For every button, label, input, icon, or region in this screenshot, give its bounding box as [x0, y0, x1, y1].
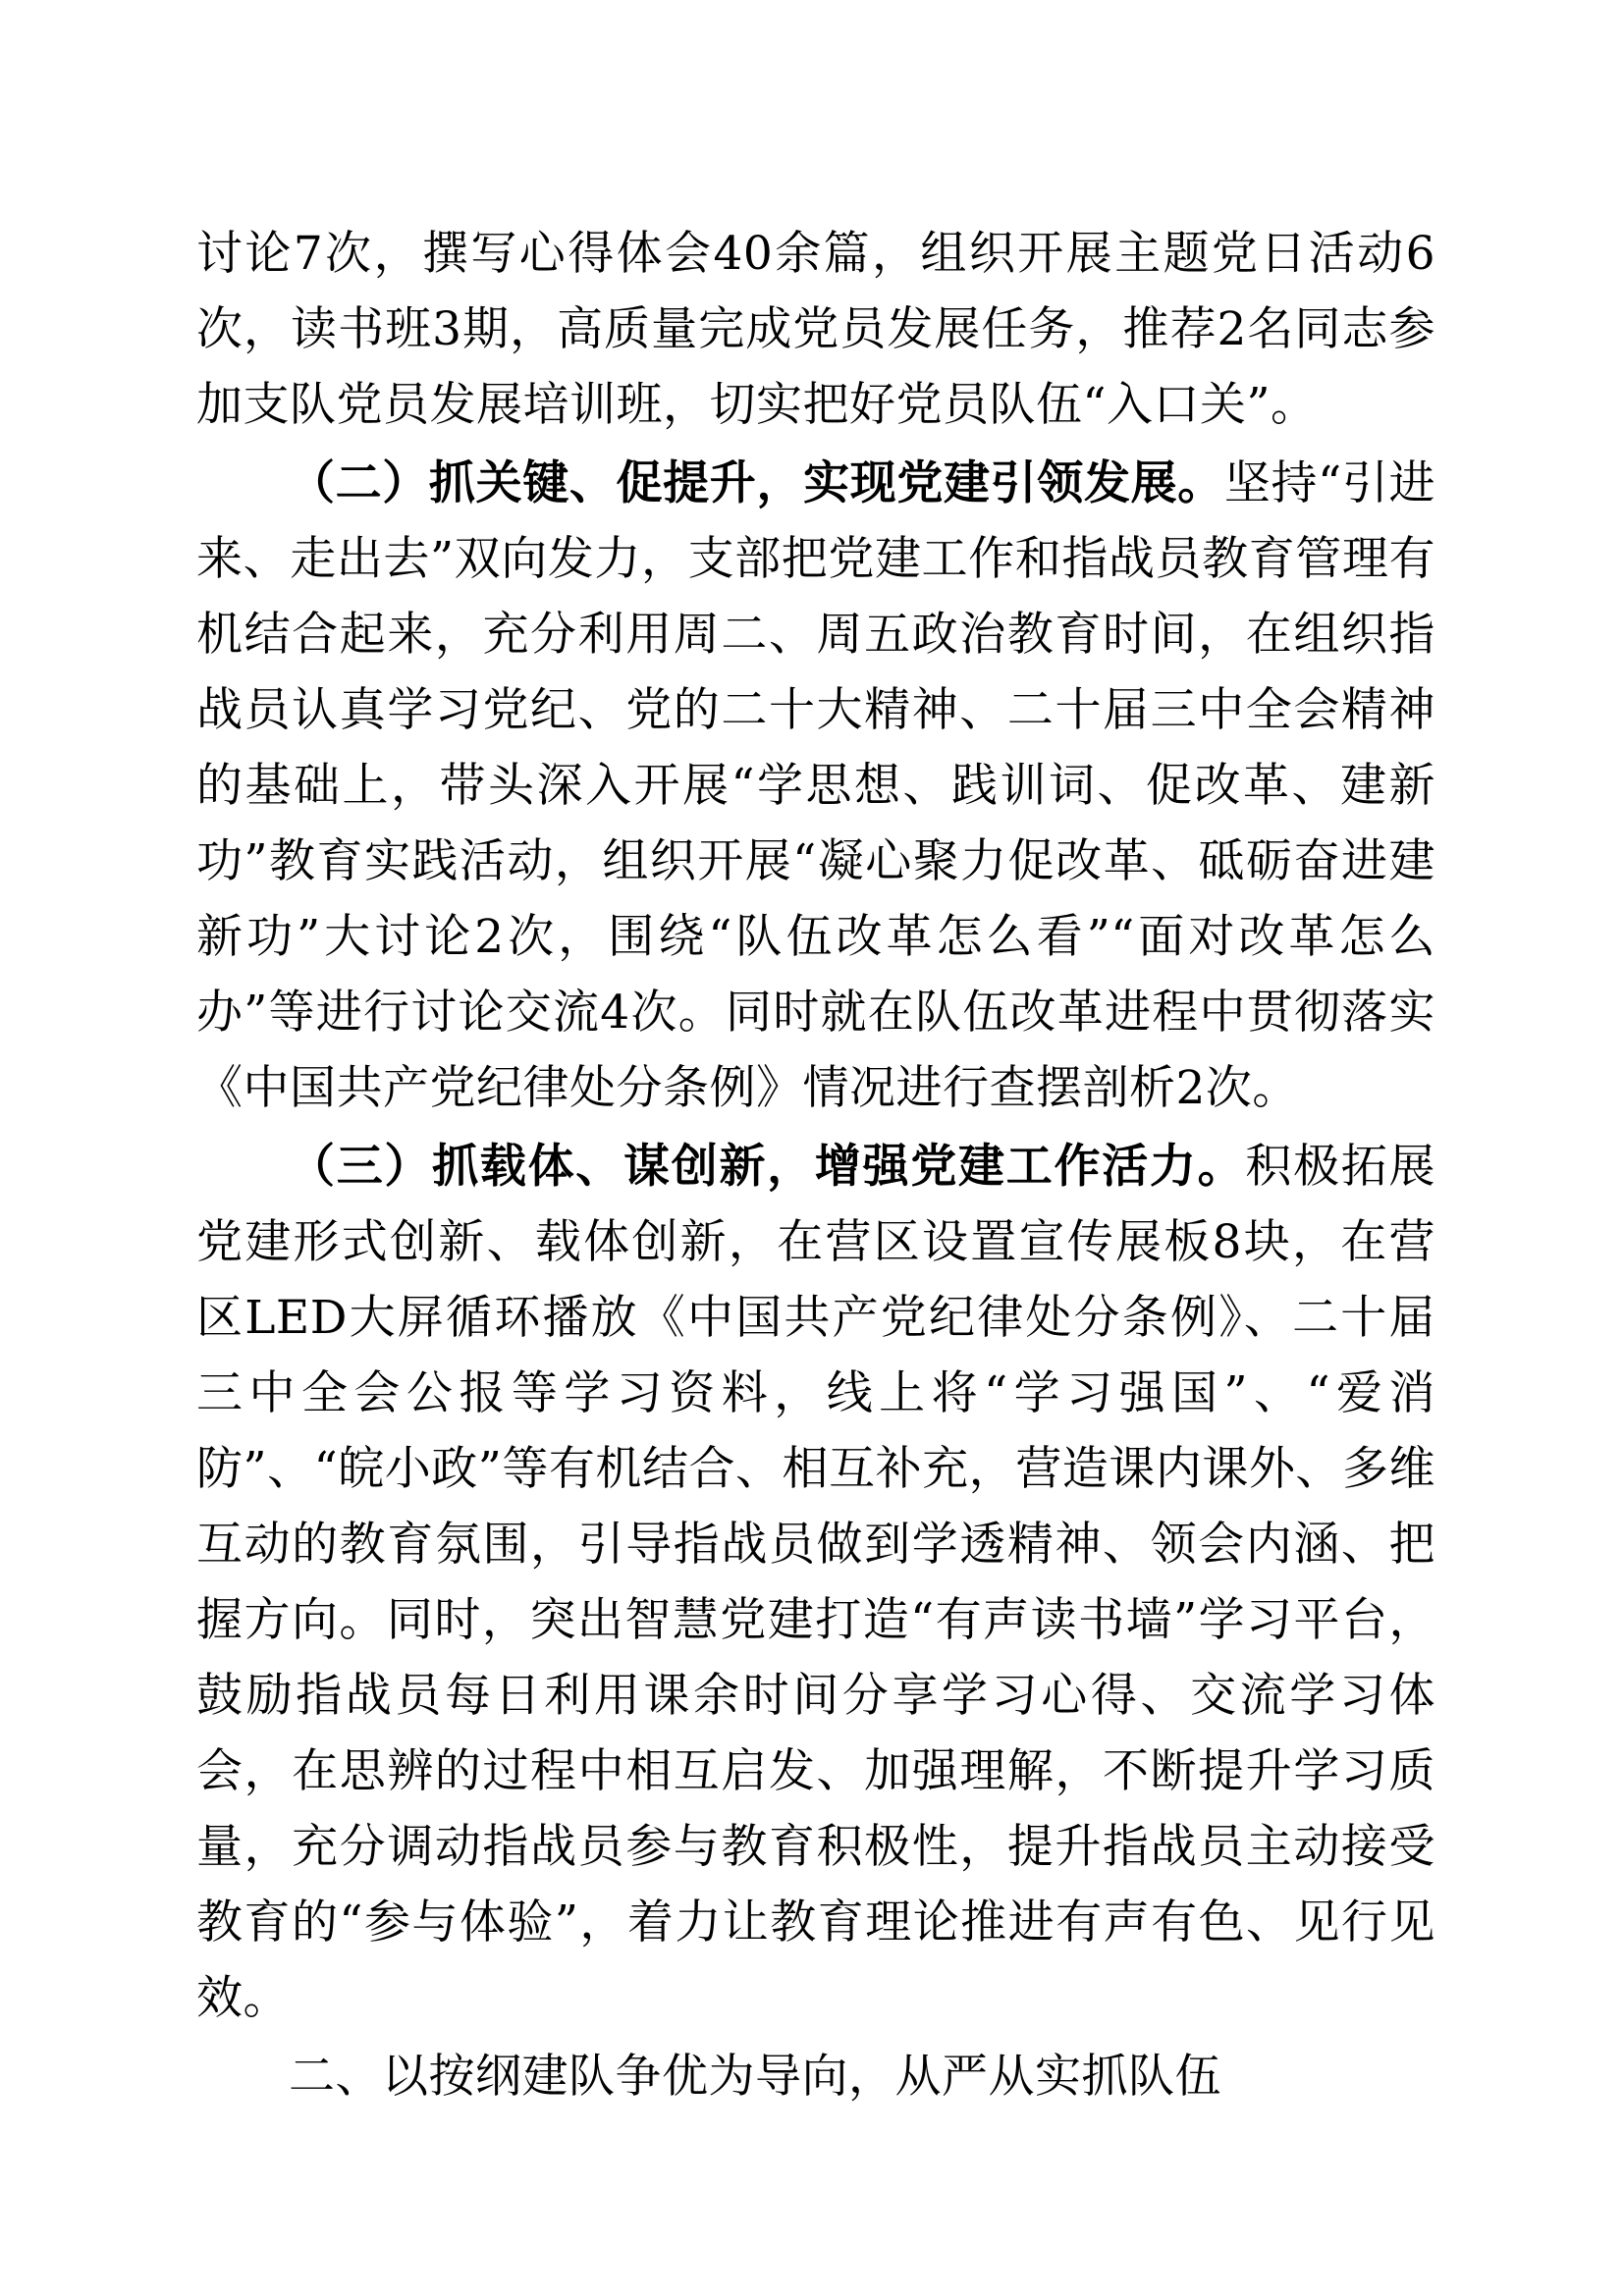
paragraph-2: [196, 446, 1435, 1126]
paragraph-3: [196, 1129, 1435, 2036]
paragraph-3-text: 积极拓展党建形式创新、载体创新，在营区设置宣传展板8块，在营区LED大屏循环播放《中国共产党纪律处分条例》、二十届三中全会公报等学习资料，线上将“学习强国”、“爱消防”、“皖小政”等有机结合、相互补充，营造课内课外、多维互动的教育氛围，引导指战员做到学透精神、领会内涵、把握方向。同时，突出智慧党建打造“有声读书墙”学习平台，鼓励指战员每日利用课余时间分享学习心得、交流学习体会，在思辨的过程中相互启发、加强理解，不断提升学习质量，充分调动指战员参与教育积极性，提升指战员主动接受教育的“参与体验”，着力让教育理论推进有声有色、见行见效。: [196, 1140, 1436, 2025]
section-heading-3: （三）抓载体、谋创新，增强党建工作活力。: [289, 1140, 1246, 1194]
paragraph-1: [196, 216, 1435, 443]
paragraph-4: [196, 2039, 1435, 2114]
paragraph-2-text: 坚持“引进来、走出去”双向发力，支部把党建工作和指战员教育管理有机结合起来，充分利用周二、周五政治教育时间，在组织指战员认真学习党纪、党的二十大精神、二十届三中全会精神的基础上，带头深入开展“学思想、践训词、促改革、建新功”教育实践活动，组织开展“凝心聚力促改革、砥砺奋进建新功”大讨论2次，围绕“队伍改革怎么看”“面对改革怎么办”等进行讨论交流4次。同时就在队伍改革进程中贯彻落实《中国共产党纪律处分条例》情况进行查摆剖析2次。: [196, 456, 1435, 1115]
section-title-2: 二、以按纲建队争优为导向，从严从实抓队伍: [289, 2050, 1221, 2104]
section-heading-2: （二）抓关键、促提升，实现党建引领发展。: [289, 456, 1224, 510]
document-page: [196, 216, 1435, 2114]
paragraph-1-text: 讨论7次，撰写心得体会40余篇，组织开展主题党日活动6次，读书班3期，高质量完成党员发展任务，推荐2名同志参加支队党员发展培训班，切实把好党员队伍“入口关”。: [196, 227, 1435, 432]
